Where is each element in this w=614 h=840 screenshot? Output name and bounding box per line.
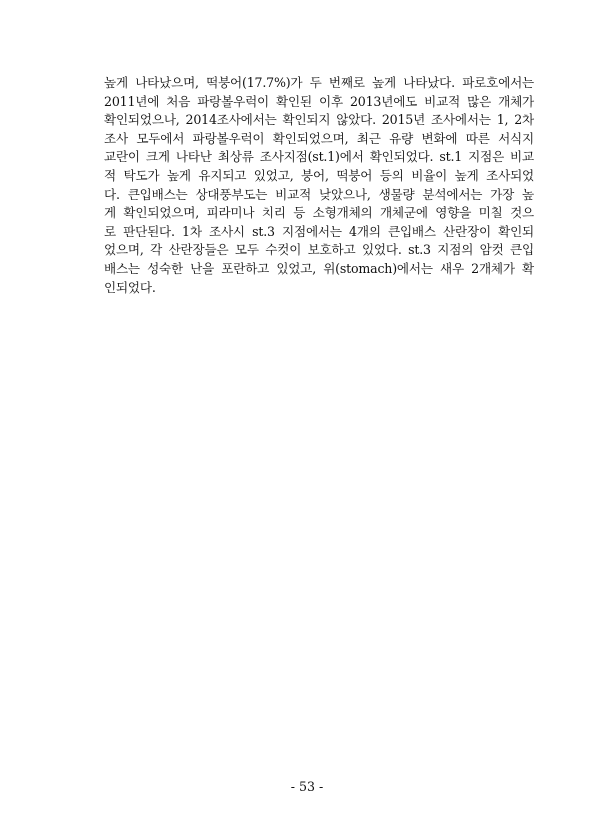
text-line: 확인되었으나, 2014조사에서는 확인되지 않았다. 2015년 조사에서는 1, 2차: [104, 112, 534, 128]
body-paragraph: [104, 74, 534, 297]
text-line: 적 탁도가 높게 유지되고 있었고, 붕어, 떡붕어 등의 비율이 높게 조사되었: [104, 167, 534, 183]
page-number: - 53 -: [290, 779, 324, 794]
text-line: 게 확인되었으며, 피라미나 치리 등 소형개체의 개체군에 영향을 미칠 것으: [104, 205, 534, 221]
text-line: 2011년에 처음 파랑볼우럭이 확인된 이후 2013년에도 비교적 많은 개체가: [104, 93, 534, 109]
text-line: 조사 모두에서 파랑볼우럭이 확인되었으며, 최근 유량 변화에 따른 서식지: [104, 130, 534, 146]
text-line: 다. 큰입배스는 상대풍부도는 비교적 낮았으나, 생물량 분석에서는 가장 높: [104, 186, 534, 202]
text-line: 었으며, 각 산란장들은 모두 수컷이 보호하고 있었다. st.3 지점의 암컷 큰입: [104, 242, 534, 258]
text-line: 배스는 성숙한 난을 포란하고 있었고, 위(stomach)에서는 새우 2개체가 확: [104, 260, 534, 276]
text-line: 교란이 크게 나타난 최상류 조사지점(st.1)에서 확인되었다. st.1 지점은 비교: [104, 149, 534, 165]
text-line: 높게 나타났으며, 떡붕어(17.7%)가 두 번째로 높게 나타났다. 파로호에서는: [104, 75, 534, 90]
text-line: 인되었다.: [104, 279, 156, 295]
text-line: 로 판단된다. 1차 조사시 st.3 지점에서는 4개의 큰입배스 산란장이 확인되: [104, 223, 534, 239]
